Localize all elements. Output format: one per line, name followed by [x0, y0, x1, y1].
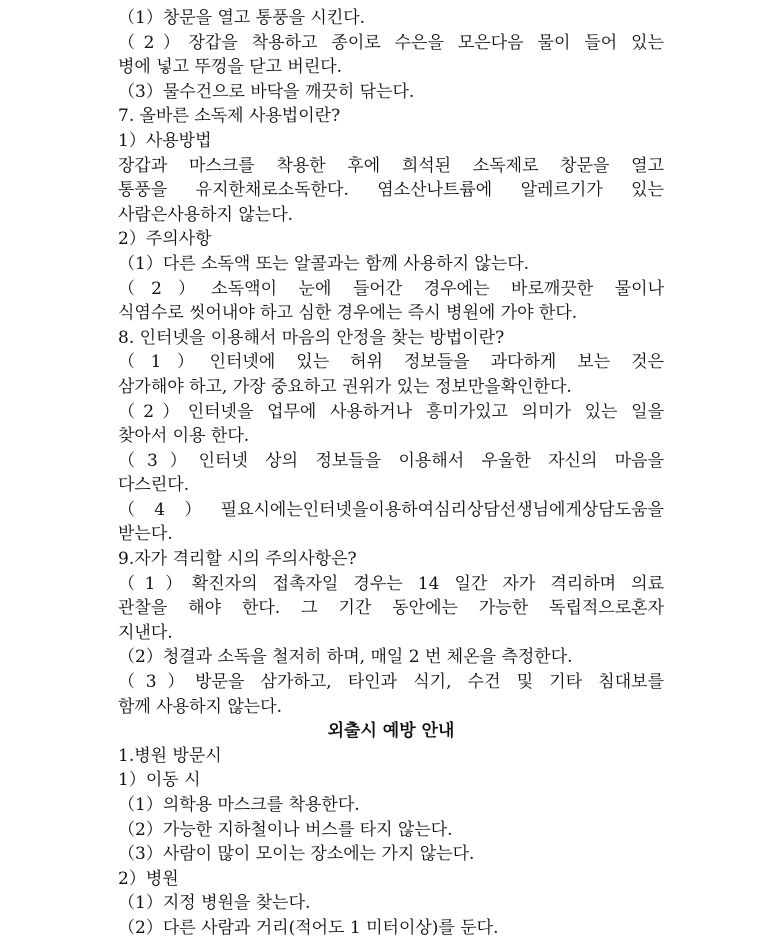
text-line: （2）다른 사람과 거리(적어도 1 미터이상)를 둔다. [118, 917, 499, 938]
text-line: 장갑과 마스크를 착용한 후에 희석된 소독제로 창문을 열고 [118, 155, 664, 176]
text-line: 병에 넣고 뚜껑을 닫고 버린다. [118, 57, 343, 78]
text-line: 받는다. [118, 524, 173, 545]
text-line: （1）확진자의 접촉자일 경우는 14 일간 자가 격리하며 의료 [118, 573, 664, 594]
text-line: （3）방문을 삼가하고, 타인과 식기, 수건 및 기타 침대보를 [118, 672, 664, 693]
text-line: 1）사용방법 [118, 130, 212, 151]
text-line: 함께 사용하지 않는다. [118, 696, 283, 717]
text-line: 1）이동 시 [118, 770, 201, 791]
text-line: （3）물수건으로 바닥을 깨끗히 닦는다. [118, 81, 415, 102]
text-line: 7. 올바른 소독제 사용법이란? [118, 106, 341, 127]
text-line: （2）가능한 지하철이나 버스를 타지 않는다. [118, 819, 453, 840]
text-line: 찾아서 이용 한다. [118, 426, 250, 447]
text-line: （1）지정 병원을 찾는다. [118, 893, 311, 914]
text-line: （2）소독액이 눈에 들어간 경우에는 바로깨끗한 물이나 [118, 278, 664, 299]
text-line: （3）인터넷 상의 정보들을 이용해서 우울한 자신의 마음을 [118, 450, 664, 471]
text-line: 2）주의사항 [118, 229, 212, 250]
document-page [118, 6, 664, 941]
text-line: 9.자가 격리할 시의 주의사항은? [118, 549, 357, 570]
text-line: 사람은사용하지 않는다. [118, 204, 294, 225]
text-line: （1）의학용 마스크를 착용한다. [118, 795, 360, 815]
text-line: 관찰을 해야 한다. 그 기간 동안에는 가능한 독립적으로혼자 [118, 598, 664, 619]
text-line: （3）사람이 많이 모이는 장소에는 가지 않는다. [118, 844, 475, 865]
text-line: （1）창문을 열고 통풍을 시킨다. [118, 8, 366, 28]
text-line: 통풍을 유지한채로소독한다. 염소산나트륨에 알레르기가 있는 [118, 180, 664, 201]
text-line: （2）장갑을 착용하고 종이로 수은을 모은다음 물이 들어 있는 [118, 32, 664, 53]
text-line: 1.병원 방문시 [118, 745, 222, 766]
text-line: （1）인터넷에 있는 허위 정보들을 과다하게 보는 것은 [118, 352, 664, 373]
text-line: 8. 인터넷을 이용해서 마음의 안정을 찾는 방법이란? [118, 327, 505, 348]
text-line: 다스린다. [118, 475, 190, 496]
text-line: 삼가해야 하고, 가장 중요하고 권위가 있는 정보만을확인한다. [118, 376, 572, 397]
text-line: （2）청결과 소독을 철저히 하며, 매일 2 번 체온을 측정한다. [118, 647, 573, 668]
text-line: 식염수로 씻어내야 하고 심한 경우에는 즉시 병원에 가야 한다. [118, 303, 578, 324]
text-line: （1）다른 소독액 또는 알콜과는 함께 사용하지 않는다. [118, 253, 530, 274]
text-line: （2）인터넷을 업무에 사용하거나 흥미가있고 의미가 있는 일을 [118, 401, 664, 422]
text-line: 지낸다. [118, 622, 173, 643]
text-line: 2）병원 [118, 868, 179, 889]
section-heading: 외출시 예방 안내 [327, 721, 455, 742]
text-line: （4）필요시에는인터넷을이용하여심리상담선생님에게상담도움을 [118, 499, 664, 520]
